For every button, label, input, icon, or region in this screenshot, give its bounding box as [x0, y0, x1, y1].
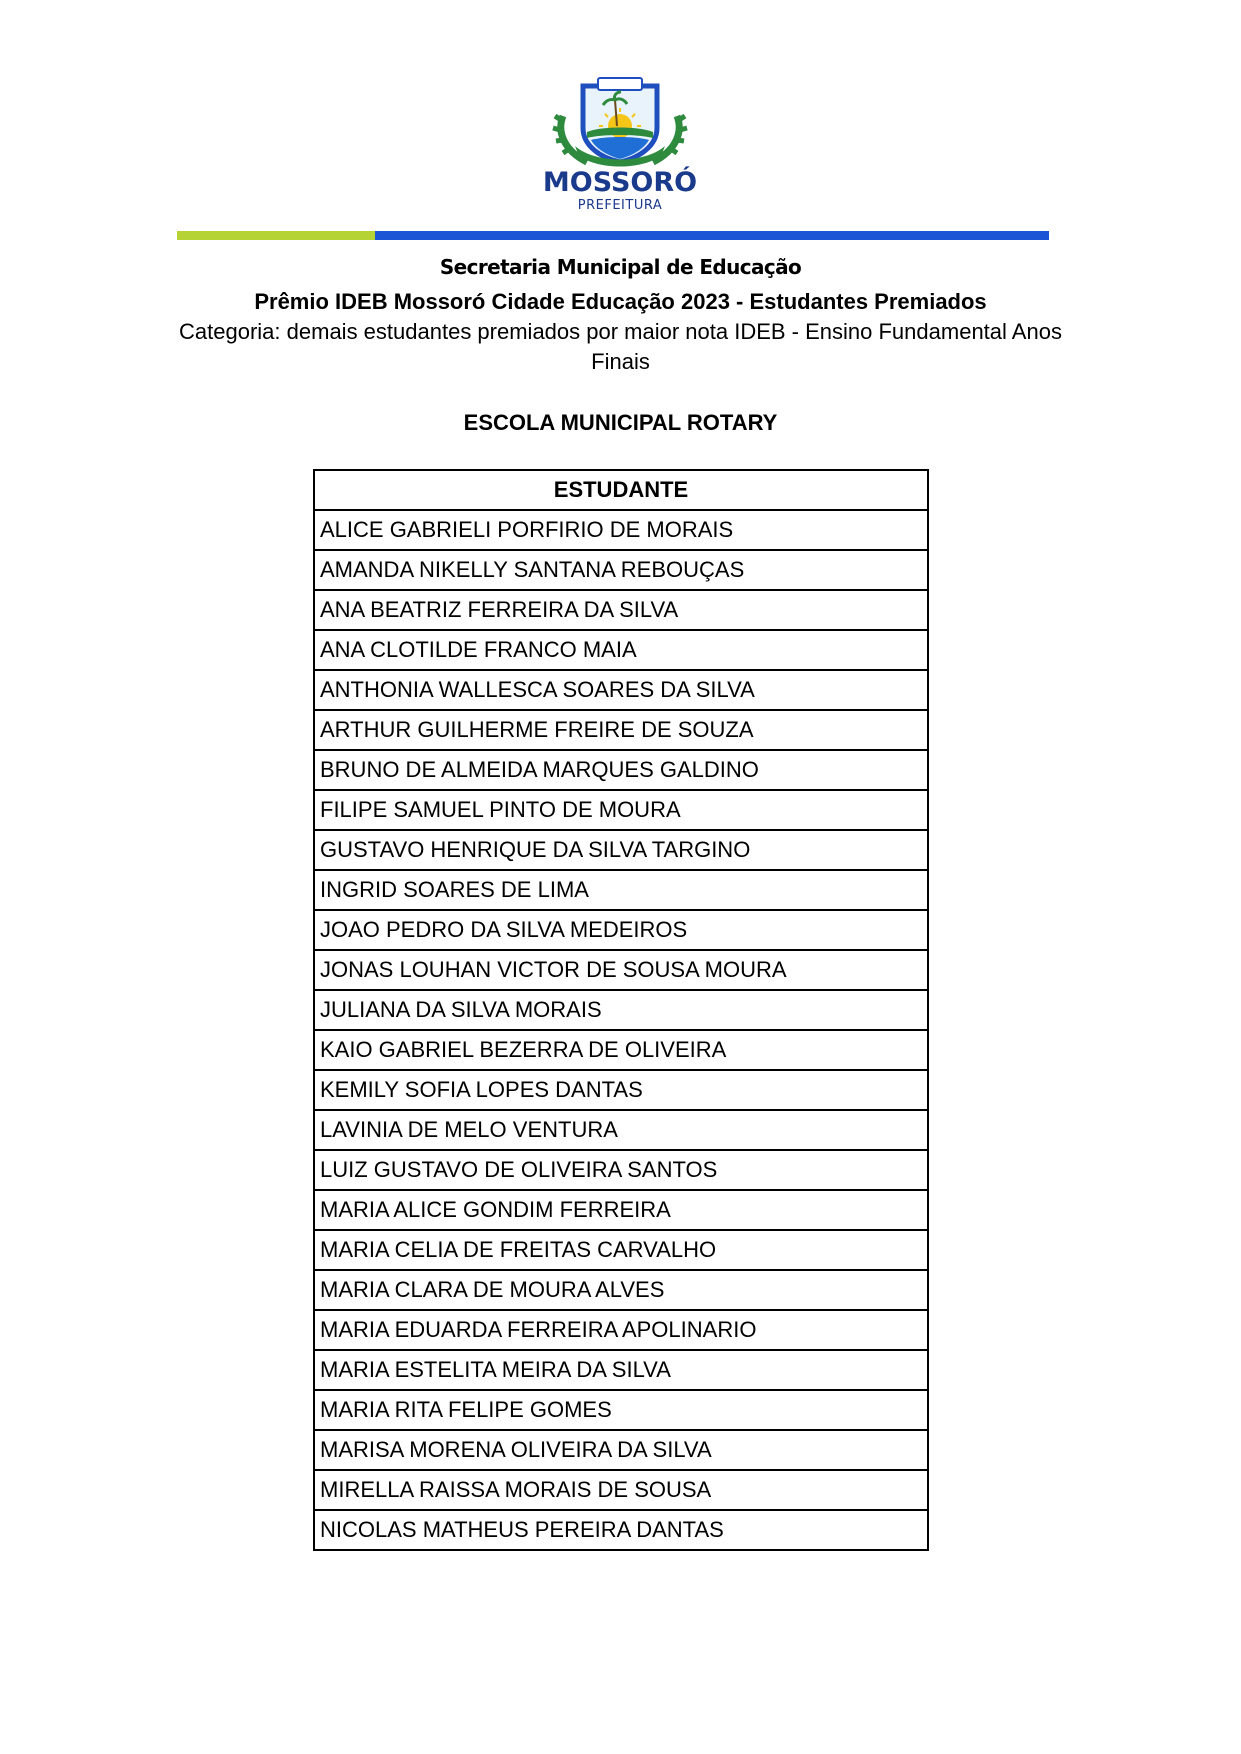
- table-row: [314, 1310, 928, 1350]
- table-row: [314, 990, 928, 1030]
- student-name-cell: KAIO GABRIEL BEZERRA DE OLIVEIRA: [314, 1030, 928, 1070]
- table-row: [314, 790, 928, 830]
- student-name-cell: AMANDA NIKELLY SANTANA REBOUÇAS: [314, 550, 928, 590]
- school-name: ESCOLA MUNICIPAL ROTARY: [463, 410, 778, 435]
- table-row: [314, 1470, 928, 1510]
- student-name-cell: FILIPE SAMUEL PINTO DE MOURA: [314, 790, 928, 830]
- student-name-cell: MARIA ESTELITA MEIRA DA SILVA: [314, 1350, 928, 1390]
- table-row: [314, 1030, 928, 1070]
- table-row: [314, 510, 928, 550]
- header-stripe-green: [177, 231, 375, 240]
- student-name-cell: ALICE GABRIELI PORFIRIO DE MORAIS: [314, 510, 928, 550]
- student-name-cell: JULIANA DA SILVA MORAIS: [314, 990, 928, 1030]
- table-row: [314, 1230, 928, 1270]
- table-row: [314, 1390, 928, 1430]
- document-title: Prêmio IDEB Mossoró Cidade Educação 2023 - Estudantes Premiados: [254, 289, 987, 314]
- student-name-cell: BRUNO DE ALMEIDA MARQUES GALDINO: [314, 750, 928, 790]
- logo-subtitle: PREFEITURA: [577, 198, 663, 213]
- student-name-cell: NICOLAS MATHEUS PEREIRA DANTAS: [314, 1510, 928, 1550]
- student-name-cell: MARIA ALICE GONDIM FERREIRA: [314, 1190, 928, 1230]
- student-name-cell: MIRELLA RAISSA MORAIS DE SOUSA: [314, 1470, 928, 1510]
- column-header-estudante: ESTUDANTE: [314, 470, 928, 510]
- student-name-cell: JONAS LOUHAN VICTOR DE SOUSA MOURA: [314, 950, 928, 990]
- table-row: [314, 1190, 928, 1230]
- student-name-cell: MARIA CELIA DE FREITAS CARVALHO: [314, 1230, 928, 1270]
- table-row: [314, 1270, 928, 1310]
- student-name-cell: GUSTAVO HENRIQUE DA SILVA TARGINO: [314, 830, 928, 870]
- table-row: [314, 550, 928, 590]
- students-table: [313, 469, 929, 1551]
- table-row: [314, 710, 928, 750]
- student-name-cell: KEMILY SOFIA LOPES DANTAS: [314, 1070, 928, 1110]
- student-name-cell: LUIZ GUSTAVO DE OLIVEIRA SANTOS: [314, 1150, 928, 1190]
- student-name-cell: ARTHUR GUILHERME FREIRE DE SOUZA: [314, 710, 928, 750]
- table-row: [314, 1430, 928, 1470]
- student-name-cell: LAVINIA DE MELO VENTURA: [314, 1110, 928, 1150]
- prefeitura-logo: [535, 76, 705, 216]
- table-row: [314, 1110, 928, 1150]
- table-row: [314, 750, 928, 790]
- table-header-row: [314, 470, 928, 510]
- student-name-cell: MARISA MORENA OLIVEIRA DA SILVA: [314, 1430, 928, 1470]
- table-row: [314, 1150, 928, 1190]
- student-name-cell: INGRID SOARES DE LIMA: [314, 870, 928, 910]
- student-name-cell: MARIA RITA FELIPE GOMES: [314, 1390, 928, 1430]
- table-row: [314, 910, 928, 950]
- secretaria-heading: Secretaria Municipal de Educação: [439, 255, 802, 279]
- table-row: [314, 1350, 928, 1390]
- table-row: [314, 870, 928, 910]
- student-name-cell: JOAO PEDRO DA SILVA MEDEIROS: [314, 910, 928, 950]
- student-name-cell: MARIA EDUARDA FERREIRA APOLINARIO: [314, 1310, 928, 1350]
- table-row: [314, 1510, 928, 1550]
- table-row: [314, 1070, 928, 1110]
- logo-name: MOSSORÓ: [542, 167, 698, 198]
- student-name-cell: ANA CLOTILDE FRANCO MAIA: [314, 630, 928, 670]
- student-name-cell: ANA BEATRIZ FERREIRA DA SILVA: [314, 590, 928, 630]
- table-row: [314, 670, 928, 710]
- student-name-cell: ANTHONIA WALLESCA SOARES DA SILVA: [314, 670, 928, 710]
- student-name-cell: MARIA CLARA DE MOURA ALVES: [314, 1270, 928, 1310]
- header-stripe-blue: [375, 231, 1049, 240]
- table-row: [314, 590, 928, 630]
- table-row: [314, 830, 928, 870]
- students-table-body: [314, 510, 928, 1550]
- category-text: Categoria: demais estudantes premiados por maior nota IDEB - Ensino Fundamental Anos Finais: [179, 319, 1062, 374]
- table-row: [314, 950, 928, 990]
- coat-of-arms-icon: [535, 76, 705, 168]
- table-row: [314, 630, 928, 670]
